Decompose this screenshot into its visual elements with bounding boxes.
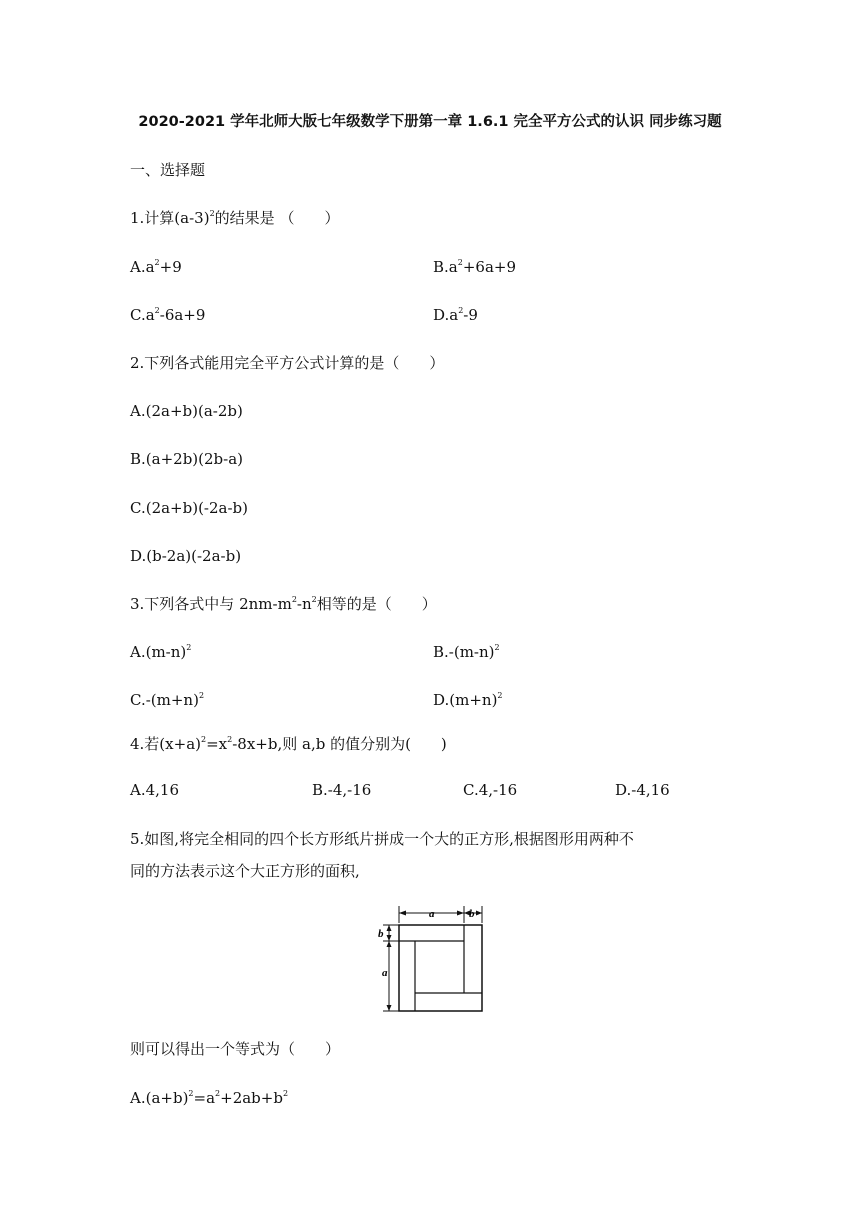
question-2-option-b: B.(a+2b)(2b-a) (130, 450, 244, 468)
question-3-option-d: $D.(m+n)^2$ (433, 691, 503, 709)
question-5-option-a: $A.(a+b)^2=a^2+2ab+b^2$ (130, 1089, 289, 1107)
question-5-stem-line-2: 同的方法表示这个大正方形的面积, (130, 862, 360, 880)
question-2-stem: 2.下列各式能用完全平方公式计算的是（ ） (130, 354, 445, 372)
question-4-option-a: A.4,16 (130, 781, 179, 799)
question-5-stem-line-1: 5.如图,将完全相同的四个长方形纸片拼成一个大的正方形,根据图形用两种不 (130, 830, 634, 848)
question-1-option-b: $B.a^2+6a+9$ (433, 258, 516, 276)
question-4-option-b: B.-4,-16 (312, 781, 372, 799)
question-1-option-c: $C.a^2-6a+9$ (130, 306, 206, 324)
figure-label-a-left: a (382, 967, 388, 979)
question-3-option-b: $B.-(m-n)^2$ (433, 643, 500, 661)
question-3-stem: 3.下列各式中与 $2nm-m^2-n^2$相等的是（ ） (130, 595, 437, 613)
figure-label-b-left: b (378, 928, 384, 940)
square-rectangles-figure (370, 903, 490, 1015)
question-2-option-a: A.(2a+b)(a-2b) (130, 402, 243, 420)
question-1-stem: 1.计算$(a-3)^2$的结果是 （ ） (130, 209, 340, 227)
figure-label-b-top: b (469, 908, 475, 920)
question-4-option-d: D.-4,16 (615, 781, 670, 799)
question-2-option-c: C.(2a+b)(-2a-b) (130, 499, 249, 517)
question-1-option-a: $A.a^2+9$ (130, 258, 182, 276)
question-1-option-d: $D.a^2-9$ (433, 306, 478, 324)
section-heading: 一、选择题 (130, 161, 206, 179)
figure-label-a-top: a (429, 908, 435, 920)
question-3-option-c: $C.-(m+n)^2$ (130, 691, 205, 709)
question-4-option-c: C.4,-16 (463, 781, 518, 799)
question-2-option-d: D.(b-2a)(-2a-b) (130, 547, 242, 565)
document-title: 2020-2021 学年北师大版七年级数学下册第一章 1.6.1 完全平方公式的认识 同步练习题 (138, 114, 722, 130)
question-4-stem: 4.若$(x+a)^2=x^2-8x+b$,则 a,b 的值分别为( ) (130, 735, 447, 753)
question-3-option-a: $A.(m-n)^2$ (130, 643, 192, 661)
question-5-stem-line-3: 则可以得出一个等式为（ ） (130, 1040, 341, 1058)
